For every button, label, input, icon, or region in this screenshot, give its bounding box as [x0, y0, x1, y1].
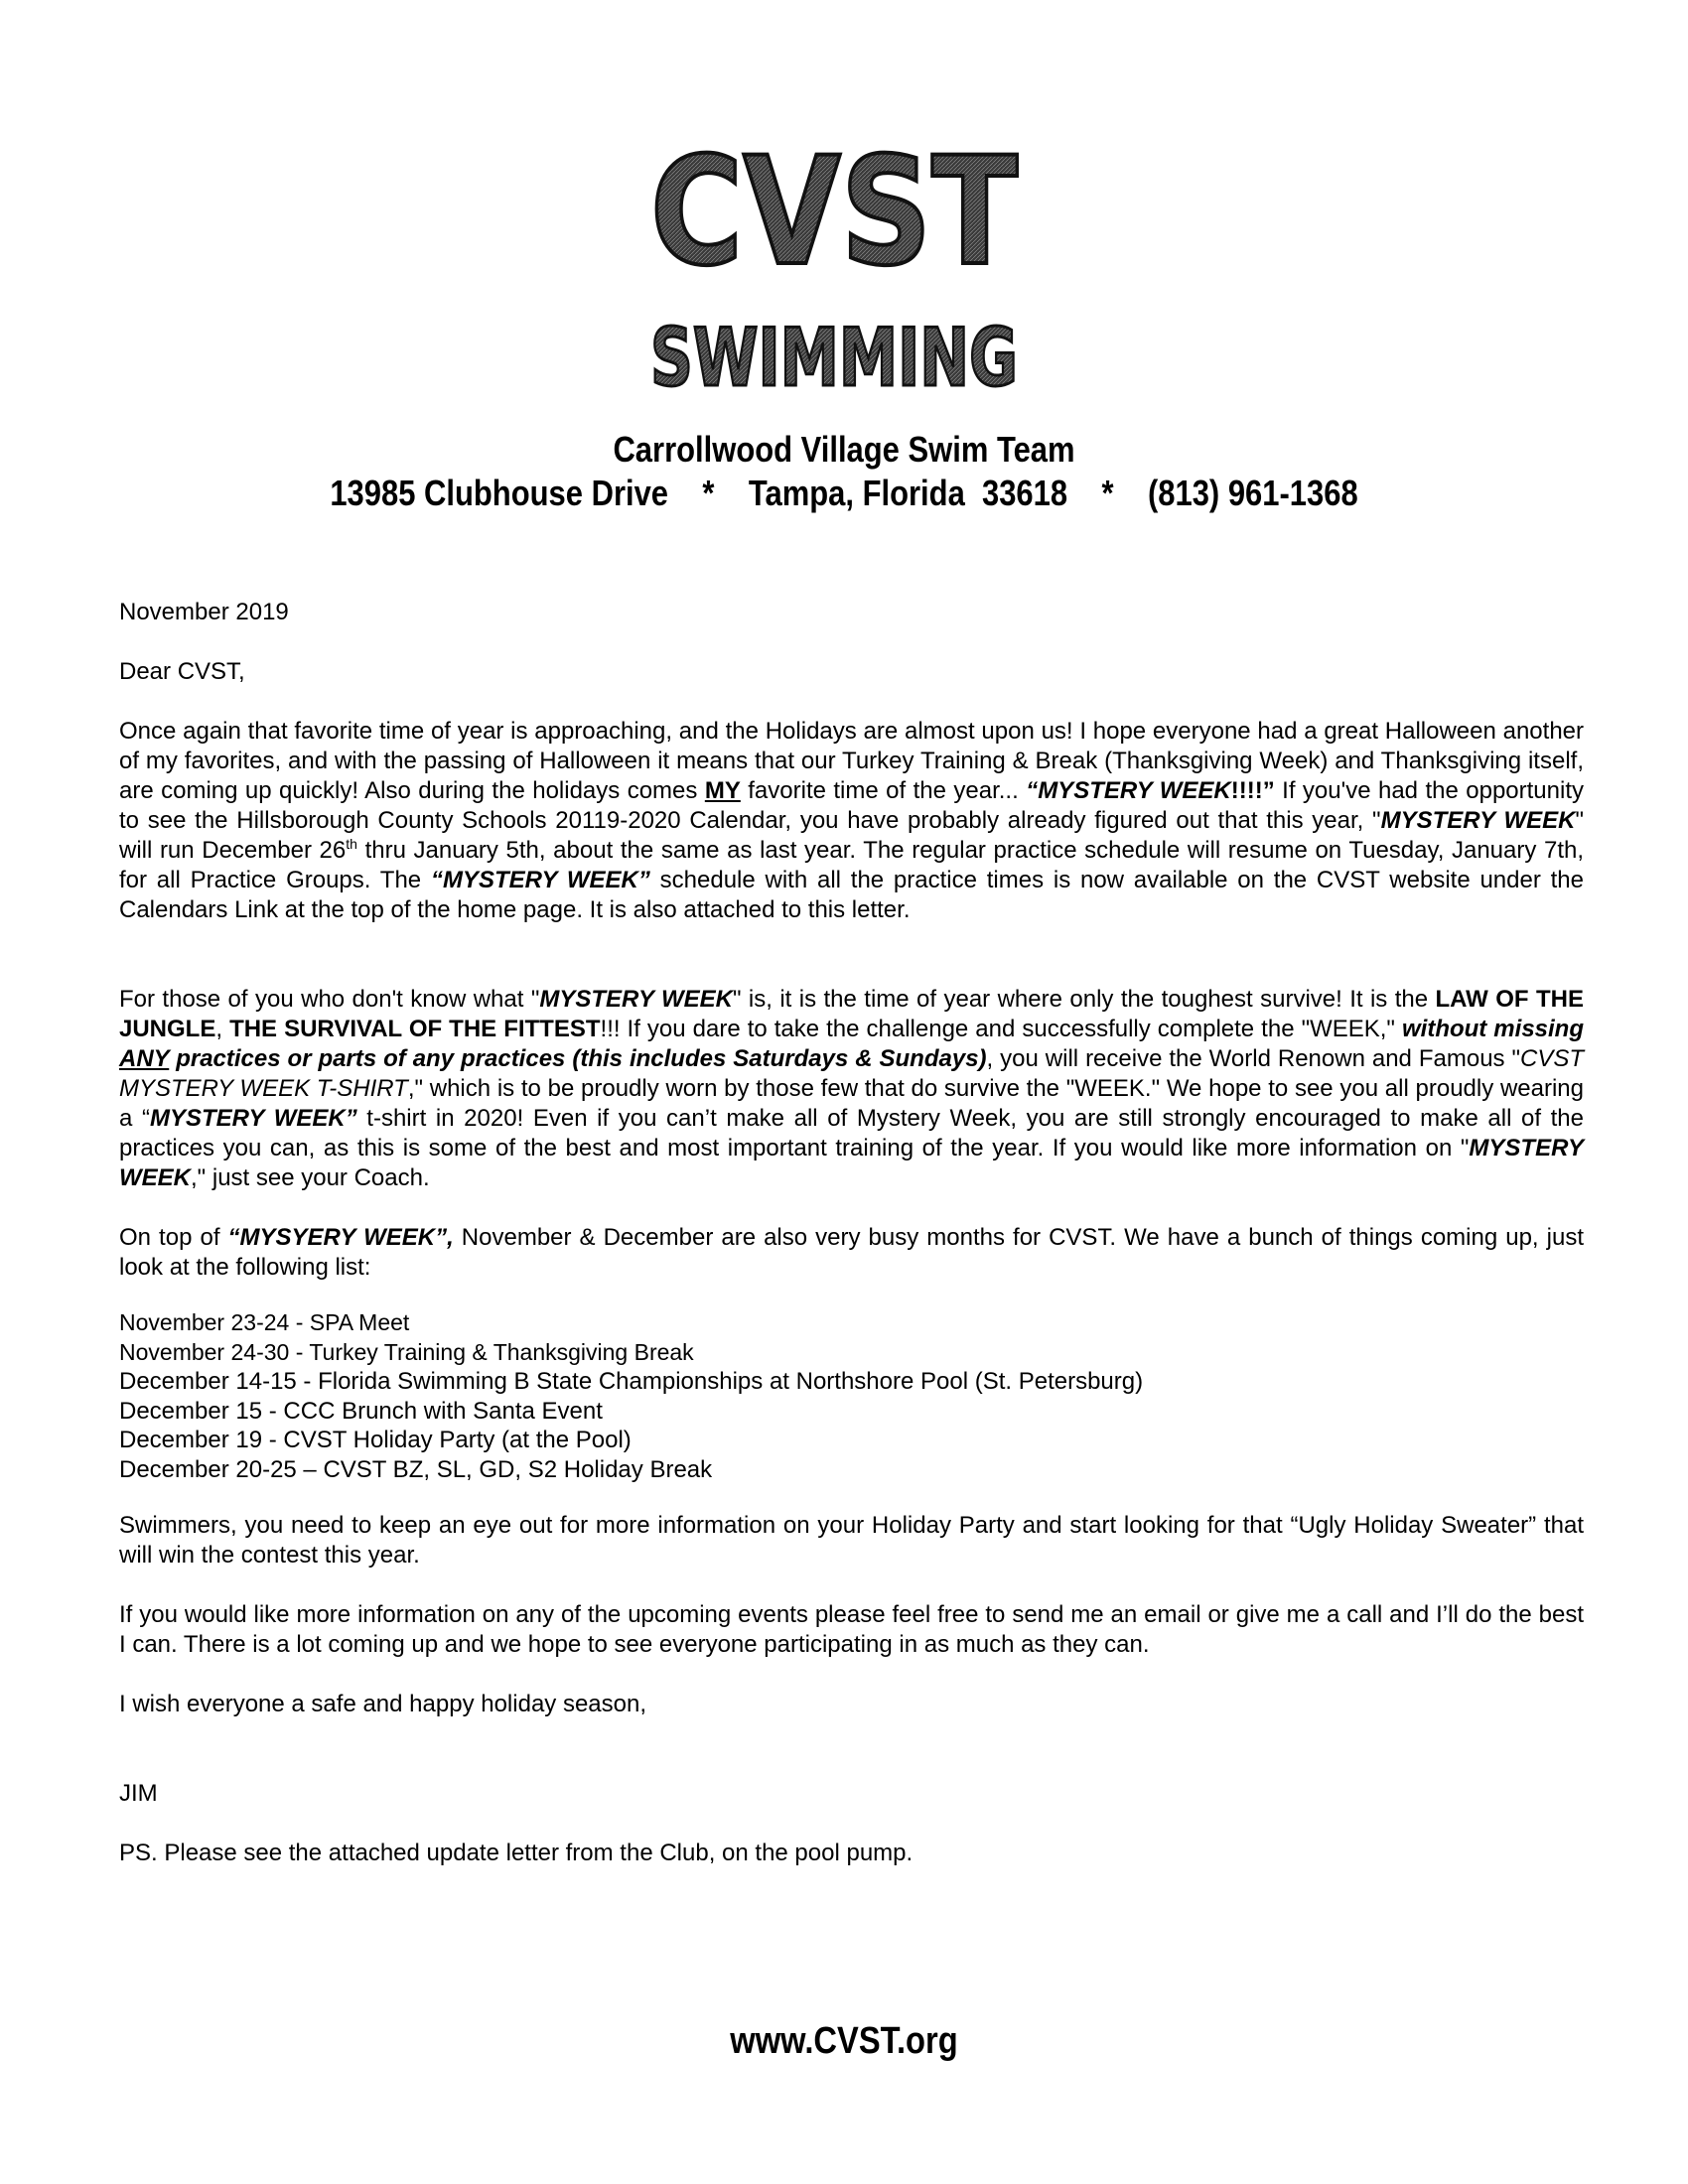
footer-website: www.CVST.org — [730, 2020, 958, 2062]
closing-line: I wish everyone a safe and happy holiday season, — [119, 1691, 647, 1717]
list-item: November 24-30 - Turkey Training & Thanksgiving Break — [119, 1338, 694, 1365]
logo-text-swimming: SWIMMING — [650, 312, 1018, 404]
org-address: 13985 Clubhouse Drive * Tampa, Florida 33618 * (813) 961-1368 — [330, 473, 1358, 513]
letter-date: November 2019 — [119, 599, 289, 625]
list-item: December 20-25 – CVST BZ, SL, GD, S2 Holiday Break — [119, 1455, 713, 1483]
logo-text-cvst: CVST — [650, 126, 1018, 299]
paragraph-3: On top of “MYSYERY WEEK”, November & December are also very busy months for CVST. We have a bunch of things coming up, just look at the following list: — [119, 1224, 1584, 1281]
events-list — [119, 1308, 1584, 1484]
cvst-swimming-logo — [635, 126, 1033, 407]
paragraph-5: If you would like more information on any of the upcoming events please feel free to send me an email or give me a call and I’ll do the best I can. There is a lot coming up and we hope to see everyone participating in as much as they can. — [119, 1601, 1584, 1658]
list-item: December 19 - CVST Holiday Party (at the Pool) — [119, 1427, 632, 1453]
paragraph-4: Swimmers, you need to keep an eye out for more information on your Holiday Party and start looking for that “Ugly Holiday Sweater” that will win the contest this year. — [119, 1512, 1584, 1569]
paragraph-2: For those of you who don't know what "MYSTERY WEEK" is, it is the time of year where only the toughest survive! It is the LAW OF THE JUNGLE, THE SURVIVAL OF THE FITTEST!!! If you dare to take the challenge and successfully complete the "WEEK," without missing ANY practices or parts of any practices (this includes Saturdays & Sundays), you will receive the World Renown and Famous "CVST MYSTERY WEEK T-SHIRT," which is to be proudly worn by those few that do survive the "WEEK." We hope to see you all proudly wearing a “MYSTERY WEEK” t-shirt in 2020! Even if you can’t make all of Mystery Week, you are still strongly encouraged to make all of the practices you can, as this is some of the best and most important training of the year. If you would like more information on "MYSTERY WEEK," just see your Coach. — [119, 986, 1585, 1191]
paragraph-1: Once again that favorite time of year is approaching, and the Holidays are almost upon us! I hope everyone had a great Halloween another of my favorites, and with the passing of Halloween it means that our Turkey Training & Break (Thanksgiving Week) and Thanksgiving itself, are coming up quickly! Also during the holidays comes MY favorite time of the year... “MYSTERY WEEK!!!!” If you've had the opportunity to see the Hillsborough County Schools 20119-2020 Calendar, you have probably already figured out that this year, "MYSTERY WEEK" will run December 26th thru January 5th, about the same as last year. The regular practice schedule will resume on Tuesday, January 7th, for all Practice Groups. The “MYSTERY WEEK” schedule with all the practice times is now available on the CVST website under the Calendars Link at the top of the home page. It is also attached to this letter. — [119, 718, 1585, 923]
org-name: Carrollwood Village Swim Team — [613, 429, 1075, 470]
list-item: December 14-15 - Florida Swimming B State Championships at Northshore Pool (St. Petersburg) — [119, 1368, 1144, 1395]
list-item: December 15 - CCC Brunch with Santa Event — [119, 1397, 603, 1425]
letter-greeting: Dear CVST, — [119, 658, 245, 685]
signature: JIM — [119, 1780, 158, 1807]
postscript: PS. Please see the attached update letter from the Club, on the pool pump. — [119, 1840, 914, 1866]
list-item: November 23-24 - SPA Meet — [119, 1309, 410, 1335]
